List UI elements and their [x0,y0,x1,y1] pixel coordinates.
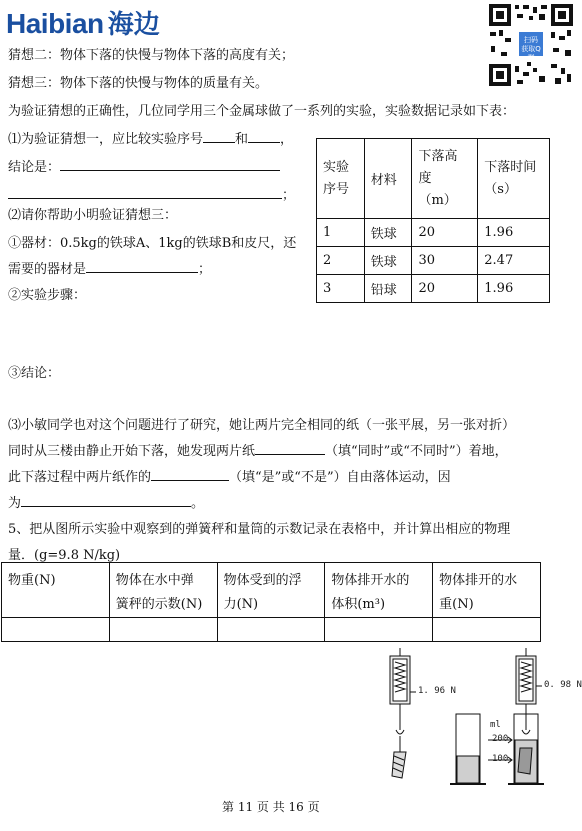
table1-header-index: 实验 序号 [317,139,365,219]
table2-header-row [2,563,541,618]
table2-header-volume: 物体排开水的 体积(m³) [325,563,433,618]
table-row [317,219,550,247]
cylinder-unit-label: ml [490,720,501,730]
table1-header-time: 下落时间 （s） [478,139,550,219]
q1-conclusion-line-2 [8,184,295,203]
table2-header-water-weight: 物体排开的水 重(N) [433,563,541,618]
table2-header-weight: 物重(N) [2,563,110,618]
buoyancy-record-table [1,562,541,642]
q2-conclusion-label: ③结论： [8,366,61,381]
table-cell: 30 [412,247,478,275]
q3-period: 。 [191,496,205,511]
site-logo [6,4,160,41]
experiment-figure [380,648,582,786]
question-5-line-1: 5、把从图所示实验中观察到的弹簧秤和量筒的示数记录在表格中，并计算出相应的物理 [8,522,511,537]
answer-cell[interactable] [217,618,325,642]
experiment-data-table [316,138,550,303]
answer-cell[interactable] [2,618,110,642]
question-3-line-1: ⑶小敏同学也对这个问题进行了研究，她让两片完全相同的纸（一张平展，另一张对折） [8,418,516,433]
q2-equipment: ①器材：0.5kg的铁球A、1kg的铁球B和皮尺，还 [8,236,297,251]
q3-text-e: 为 [8,496,22,511]
cylinder-mark-200: 200 [492,734,509,744]
table-cell: 铁球 [364,247,412,275]
q1-conclusion-blank[interactable] [60,157,280,171]
table-cell: 20 [412,219,478,247]
q1-and: 和 [235,132,249,147]
table-cell: 1.96 [478,275,550,303]
table1-header-height: 下落高 度 （m） [412,139,478,219]
answer-cell[interactable] [433,618,541,642]
page-number-footer: 第 11 页 共 16 页 [222,800,320,814]
q3-text-d: （填“是”或“不是”）自由落体运动，因 [229,470,451,485]
table2-header-buoyancy: 物体受到的浮 力(N) [217,563,325,618]
cylinder-mark-100: 100 [492,754,509,764]
q3-blank-3[interactable] [21,493,191,507]
q1-comma: ， [280,132,294,147]
table-cell: 铅球 [364,275,412,303]
q1-blank-1[interactable] [203,129,235,143]
spring-scale-diagram [380,648,576,786]
q2-needed-label: 需要的器材是 [8,262,87,277]
question-2-intro: ⑵请你帮助小明验证猜想三： [8,208,178,223]
question-5-line-2: 量．(g=9.8 N/kg) [8,548,121,563]
table-row [317,275,550,303]
table-row [317,247,550,275]
q3-blank-1[interactable] [255,441,325,455]
q1-conclusion-line [8,156,280,175]
table-cell: 3 [317,275,365,303]
q2-steps-label: ②实验步骤： [8,288,87,303]
q3-blank-2[interactable] [151,467,229,481]
q2-equipment-blank[interactable] [86,259,198,273]
answer-cell[interactable] [325,618,433,642]
right-scale-reading: 0. 98 N [544,680,582,690]
q3-text-a: 同时从三楼由静止开始下落，她发现两片纸 [8,444,256,459]
q1-prompt: ⑴为验证猜想一，应比较实验序号 [8,132,204,147]
question-1-line [8,128,293,147]
question-3-line-4 [8,492,204,511]
q1-blank-2[interactable] [248,129,280,143]
question-3-line-2 [8,440,508,459]
question-3-line-3 [8,466,451,485]
table-cell: 1 [317,219,365,247]
table2-header-scale-reading: 物体在水中弹 簧秤的示数(N) [109,563,217,618]
qr-code-icon [487,2,575,88]
q1-conclusion-blank-2[interactable] [8,185,282,199]
table2-answer-row [2,618,541,642]
q3-text-c: 此下落过程中两片纸作的 [8,470,152,485]
answer-cell[interactable] [109,618,217,642]
q1-conclusion-label: 结论是： [8,160,61,175]
table-cell: 1.96 [478,219,550,247]
experiment-intro: 为验证猜想的正确性，几位同学用三个金属球做了一系列的实验，实验数据记录如下表： [8,104,516,119]
table1-header-row [317,139,550,219]
q3-text-b: （填“同时”或“不同时”）着地， [325,444,508,459]
q2-equipment-line-2 [8,258,211,277]
table-cell: 2.47 [478,247,550,275]
left-scale-reading: 1. 96 N [418,686,456,696]
q2-semicolon: ； [198,262,212,277]
table-cell: 20 [412,275,478,303]
table1-header-material: 材料 [364,139,412,219]
logo-chinese-text: 海边 [107,10,160,40]
q1-semicolon: ； [282,188,296,203]
conjecture-three: 猜想三：物体下落的快慢与物体的质量有关。 [8,76,269,91]
table-cell: 2 [317,247,365,275]
qr-center-badge: 扫码 获取Q群 [517,30,545,58]
logo-latin-text: Haibian [6,8,104,39]
table-cell: 铁球 [364,219,412,247]
conjecture-two: 猜想二：物体下落的快慢与物体下落的高度有关； [8,48,295,63]
